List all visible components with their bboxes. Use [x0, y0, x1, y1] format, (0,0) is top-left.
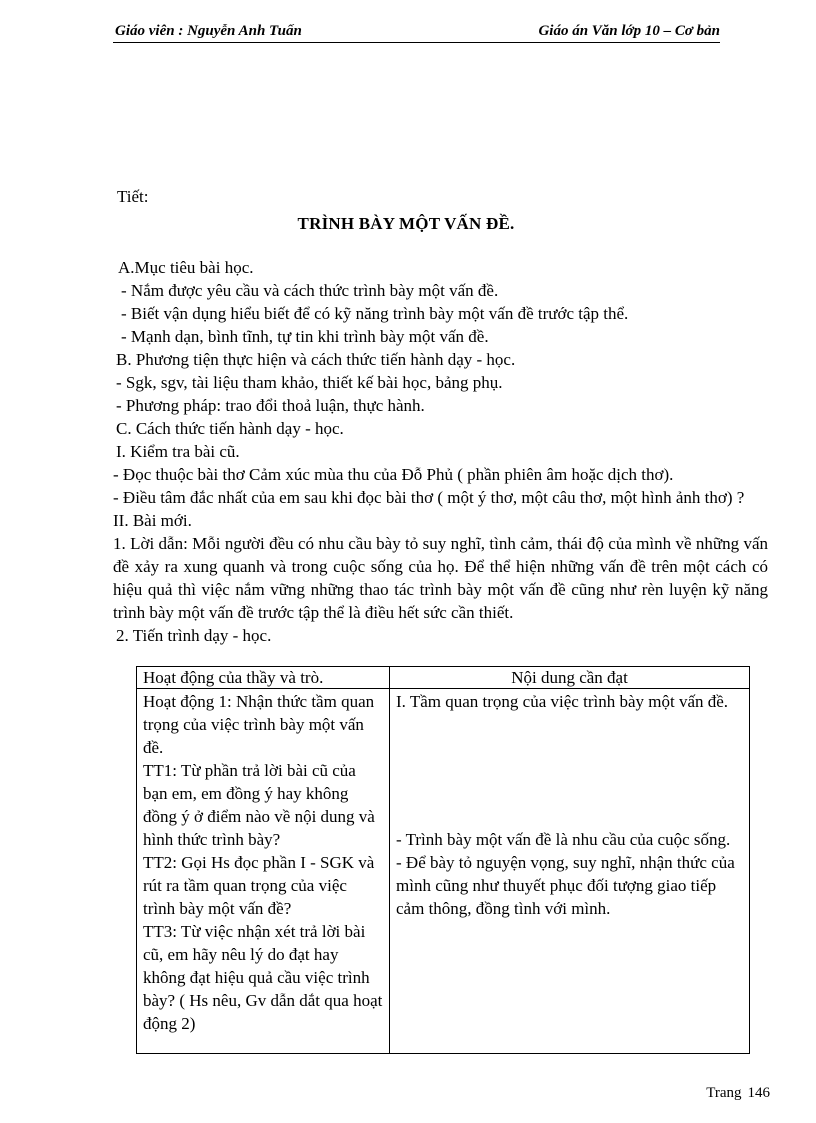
- lesson-period-label: Tiết:: [117, 187, 149, 206]
- header-course: Giáo án Văn lớp 10 – Cơ bản: [538, 23, 720, 39]
- content-cell: [390, 689, 750, 1054]
- part1-item: - Đọc thuộc bài thơ Cảm xúc mùa thu của Đỗ Phủ ( phần phiên âm hoặc dịch thơ).: [113, 465, 674, 484]
- section-a-item: - Biết vận dụng hiểu biết để có kỹ năng trình bày một vấn đề trước tập thể.: [121, 304, 629, 323]
- lesson-title: TRÌNH BÀY MỘT VẤN ĐỀ.: [297, 214, 515, 233]
- part2-intro: 1. Lời dẫn: Mỗi người đều có nhu cầu bày tỏ suy nghĩ, tình cảm, thái độ của mình về những vấn đề xảy ra xung quanh và trong cuộc sống của họ. Để thể hiện những vấn đề trên một cách có hiệu quả thì việc nắm vững những thao tác trình bày một vấn đề cũng như rèn luyện kỹ năng trình bày một vấn đề trước tập thể là điều hết sức cần thiết.: [113, 534, 768, 622]
- activity-tt2: TT2: Gọi Hs đọc phần I - SGK và rút ra tầm quan trọng của việc trình bày một vấn đề?: [143, 853, 375, 918]
- section-b-heading: B. Phương tiện thực hiện và cách thức tiến hành dạy - học.: [116, 350, 516, 369]
- page-footer: [706, 1085, 770, 1102]
- section-a-item: - Nắm được yêu cầu và cách thức trình bày một vấn đề.: [121, 281, 499, 300]
- section-b-item: - Sgk, sgv, tài liệu tham khảo, thiết kế bài học, bảng phụ.: [116, 373, 503, 392]
- part1-item: - Điều tâm đắc nhất của em sau khi đọc bài thơ ( một ý thơ, một câu thơ, một hình ảnh thơ) ?: [113, 488, 745, 507]
- content-point: - Để bày tỏ nguyện vọng, suy nghĩ, nhận thức của mình cũng như thuyết phục đối tượng giao tiếp cảm thông, đồng tình với mình.: [396, 853, 735, 918]
- lesson-body: [113, 256, 768, 647]
- section-a-item: - Mạnh dạn, bình tĩnh, tự tin khi trình bày một vấn đề.: [121, 327, 489, 346]
- section-b-item: - Phương pháp: trao đổi thoả luận, thực hành.: [116, 396, 425, 415]
- table-row: [137, 689, 750, 1054]
- activity-1: Hoạt động 1: Nhận thức tầm quan trọng của việc trình bày một vấn đề.: [143, 692, 375, 757]
- activities-cell: [137, 689, 390, 1054]
- page-number: 146: [747, 1085, 770, 1101]
- page-header: [113, 20, 720, 43]
- col-header-activities: Hoạt động của thầy và trò.: [137, 667, 390, 689]
- teaching-plan-table: [136, 666, 750, 1054]
- header-teacher: Giáo viên : Nguyễn Anh Tuấn: [115, 23, 302, 39]
- content-point: - Trình bày một vấn đề là nhu cầu của cuộc sống.: [396, 830, 731, 849]
- col-header-content: Nội dung cần đạt: [390, 667, 750, 689]
- part2-process: 2. Tiến trình dạy - học.: [116, 626, 272, 645]
- content-heading: I. Tầm quan trọng của việc trình bày một vấn đề.: [396, 692, 729, 711]
- activity-tt3: TT3: Từ việc nhận xét trả lời bài cũ, em hãy nêu lý do đạt hay không đạt hiệu quả cầu việc trình bày? ( Hs nêu, Gv dẫn dắt qua hoạt động 2): [143, 922, 383, 1033]
- activity-tt1: TT1: Từ phần trả lời bài cũ của bạn em, em đồng ý hay không đồng ý ở điểm nào về nội dung và hình thức trình bày?: [143, 761, 375, 849]
- part1-heading: I. Kiểm tra bài cũ.: [116, 442, 240, 461]
- section-c-heading: C. Cách thức tiến hành dạy - học.: [116, 419, 344, 438]
- table-header-row: [137, 667, 750, 689]
- part2-heading: II. Bài mới.: [113, 511, 192, 530]
- page-label: Trang: [706, 1085, 742, 1101]
- section-a-heading: A.Mục tiêu bài học.: [118, 258, 254, 277]
